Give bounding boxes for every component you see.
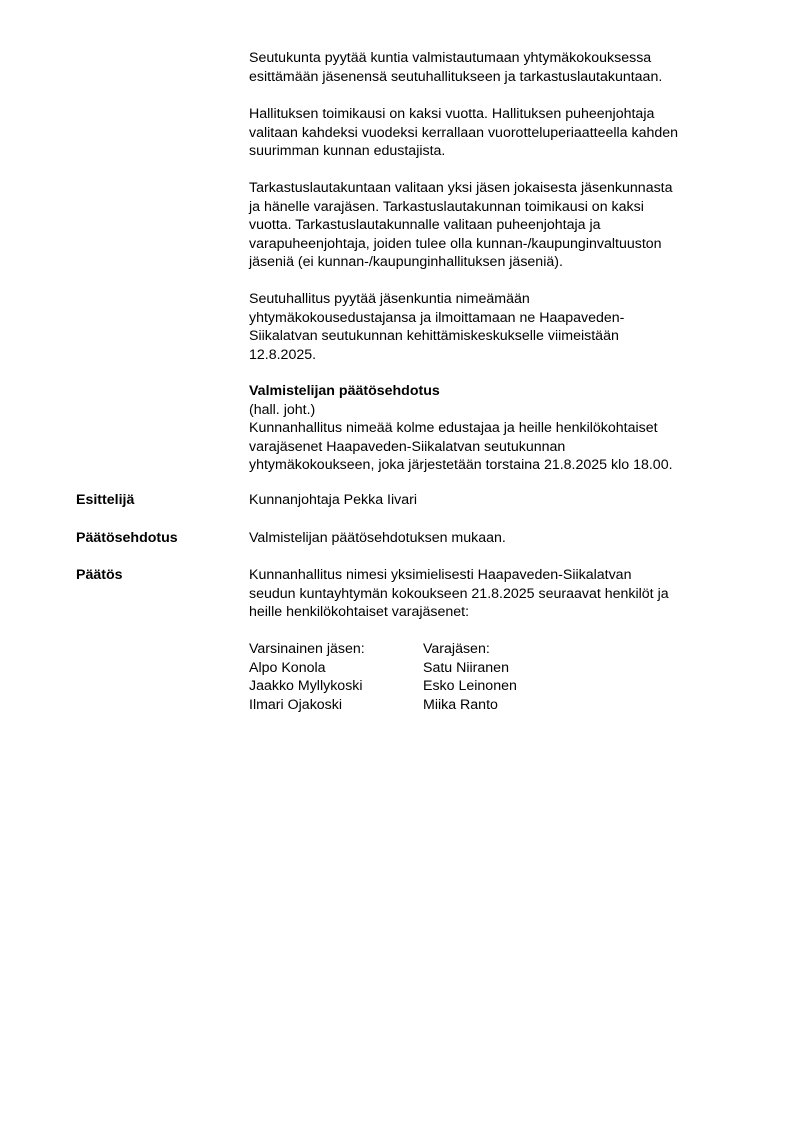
paragraph-audit-committee	[249, 179, 749, 272]
text-line: Valmistelijan päätösehdotuksen mukaan.	[249, 530, 506, 546]
deputy-member: Satu Niiranen	[423, 659, 509, 676]
text-line: seudun kuntayhtymän kokoukseen 21.8.2025 seuraavat henkilöt ja	[249, 585, 669, 602]
primary-members-header: Varsinainen jäsen:	[249, 641, 365, 657]
text-line: ja hänelle varajäsen. Tarkastuslautakunnan toimikausi on kaksi	[249, 198, 644, 215]
deputy-members-header: Varajäsen:	[423, 641, 490, 657]
presenter-label: Esittelijä	[76, 492, 135, 508]
paragraph-request	[249, 290, 749, 364]
text-line: vuotta. Tarkastuslautakunnalle valitaan puheenjohtaja ja	[249, 217, 601, 234]
text-line: jäseniä (ei kunnan-/kaupunginhallituksen jäseniä).	[249, 254, 563, 271]
members-table	[249, 640, 749, 720]
decision-proposal-value	[249, 529, 749, 548]
presenter-value	[249, 491, 749, 510]
primary-member: Alpo Konola	[249, 659, 326, 676]
text-line: heille henkilökohtaiset varajäsenet:	[249, 604, 470, 621]
decision-value	[249, 566, 749, 622]
text-line: suurimman kunnan edustajista.	[249, 143, 446, 160]
deputy-member: Miika Ranto	[423, 696, 498, 713]
text-line: varajäsenet Haapaveden-Siikalatvan seutukunnan	[249, 438, 566, 455]
text-line: (hall. joht.)	[249, 401, 316, 418]
proposal-section	[249, 382, 749, 475]
paragraph-board-term	[249, 105, 749, 161]
text-line: yhtymäkokoukseen, joka järjestetään torstaina 21.8.2025 klo 18.00.	[249, 457, 673, 474]
text-line: Kunnanjohtaja Pekka Iivari	[249, 492, 417, 508]
text-line: Kunnanhallitus nimeää kolme edustajaa ja heille henkilökohtaiset	[249, 420, 658, 437]
primary-member: Jaakko Myllykoski	[249, 678, 363, 695]
text-line: Seutukunta pyytää kuntia valmistautumaan yhtymäkokouksessa	[249, 50, 652, 66]
primary-members-column	[249, 640, 365, 714]
text-line: Tarkastuslautakuntaan valitaan yksi jäsen jokaisesta jäsenkunnasta	[249, 180, 673, 196]
text-line: yhtymäkokousedustajansa ja ilmoittamaan ne Haapaveden-	[249, 309, 625, 326]
text-line: Kunnanhallitus nimesi yksimielisesti Haapaveden-Siikalatvan	[249, 567, 632, 583]
deputy-member: Esko Leinonen	[423, 678, 517, 695]
decision-label: Päätös	[76, 567, 123, 583]
text-line: 12.8.2025.	[249, 346, 317, 363]
text-line: esittämään jäsenensä seutuhallitukseen ja tarkastuslautakuntaan.	[249, 68, 663, 85]
proposal-heading: Valmistelijan päätösehdotus	[249, 383, 440, 399]
deputy-members-column	[423, 640, 517, 714]
text-line: Hallituksen toimikausi on kaksi vuotta. Hallituksen puheenjohtaja	[249, 106, 655, 122]
primary-member: Ilmari Ojakoski	[249, 696, 343, 713]
decision-proposal-label: Päätösehdotus	[76, 530, 178, 546]
paragraph-invitation	[249, 49, 749, 86]
text-line: varapuheenjohtaja, joiden tulee olla kunnan-/kaupunginvaltuuston	[249, 235, 662, 252]
text-line: valitaan kahdeksi vuodeksi kerrallaan vuorotteluperiaatteella kahden	[249, 124, 679, 141]
text-line: Siikalatvan seutukunnan kehittämiskeskukselle viimeistään	[249, 328, 619, 345]
text-line: Seutuhallitus pyytää jäsenkuntia nimeämään	[249, 291, 530, 307]
